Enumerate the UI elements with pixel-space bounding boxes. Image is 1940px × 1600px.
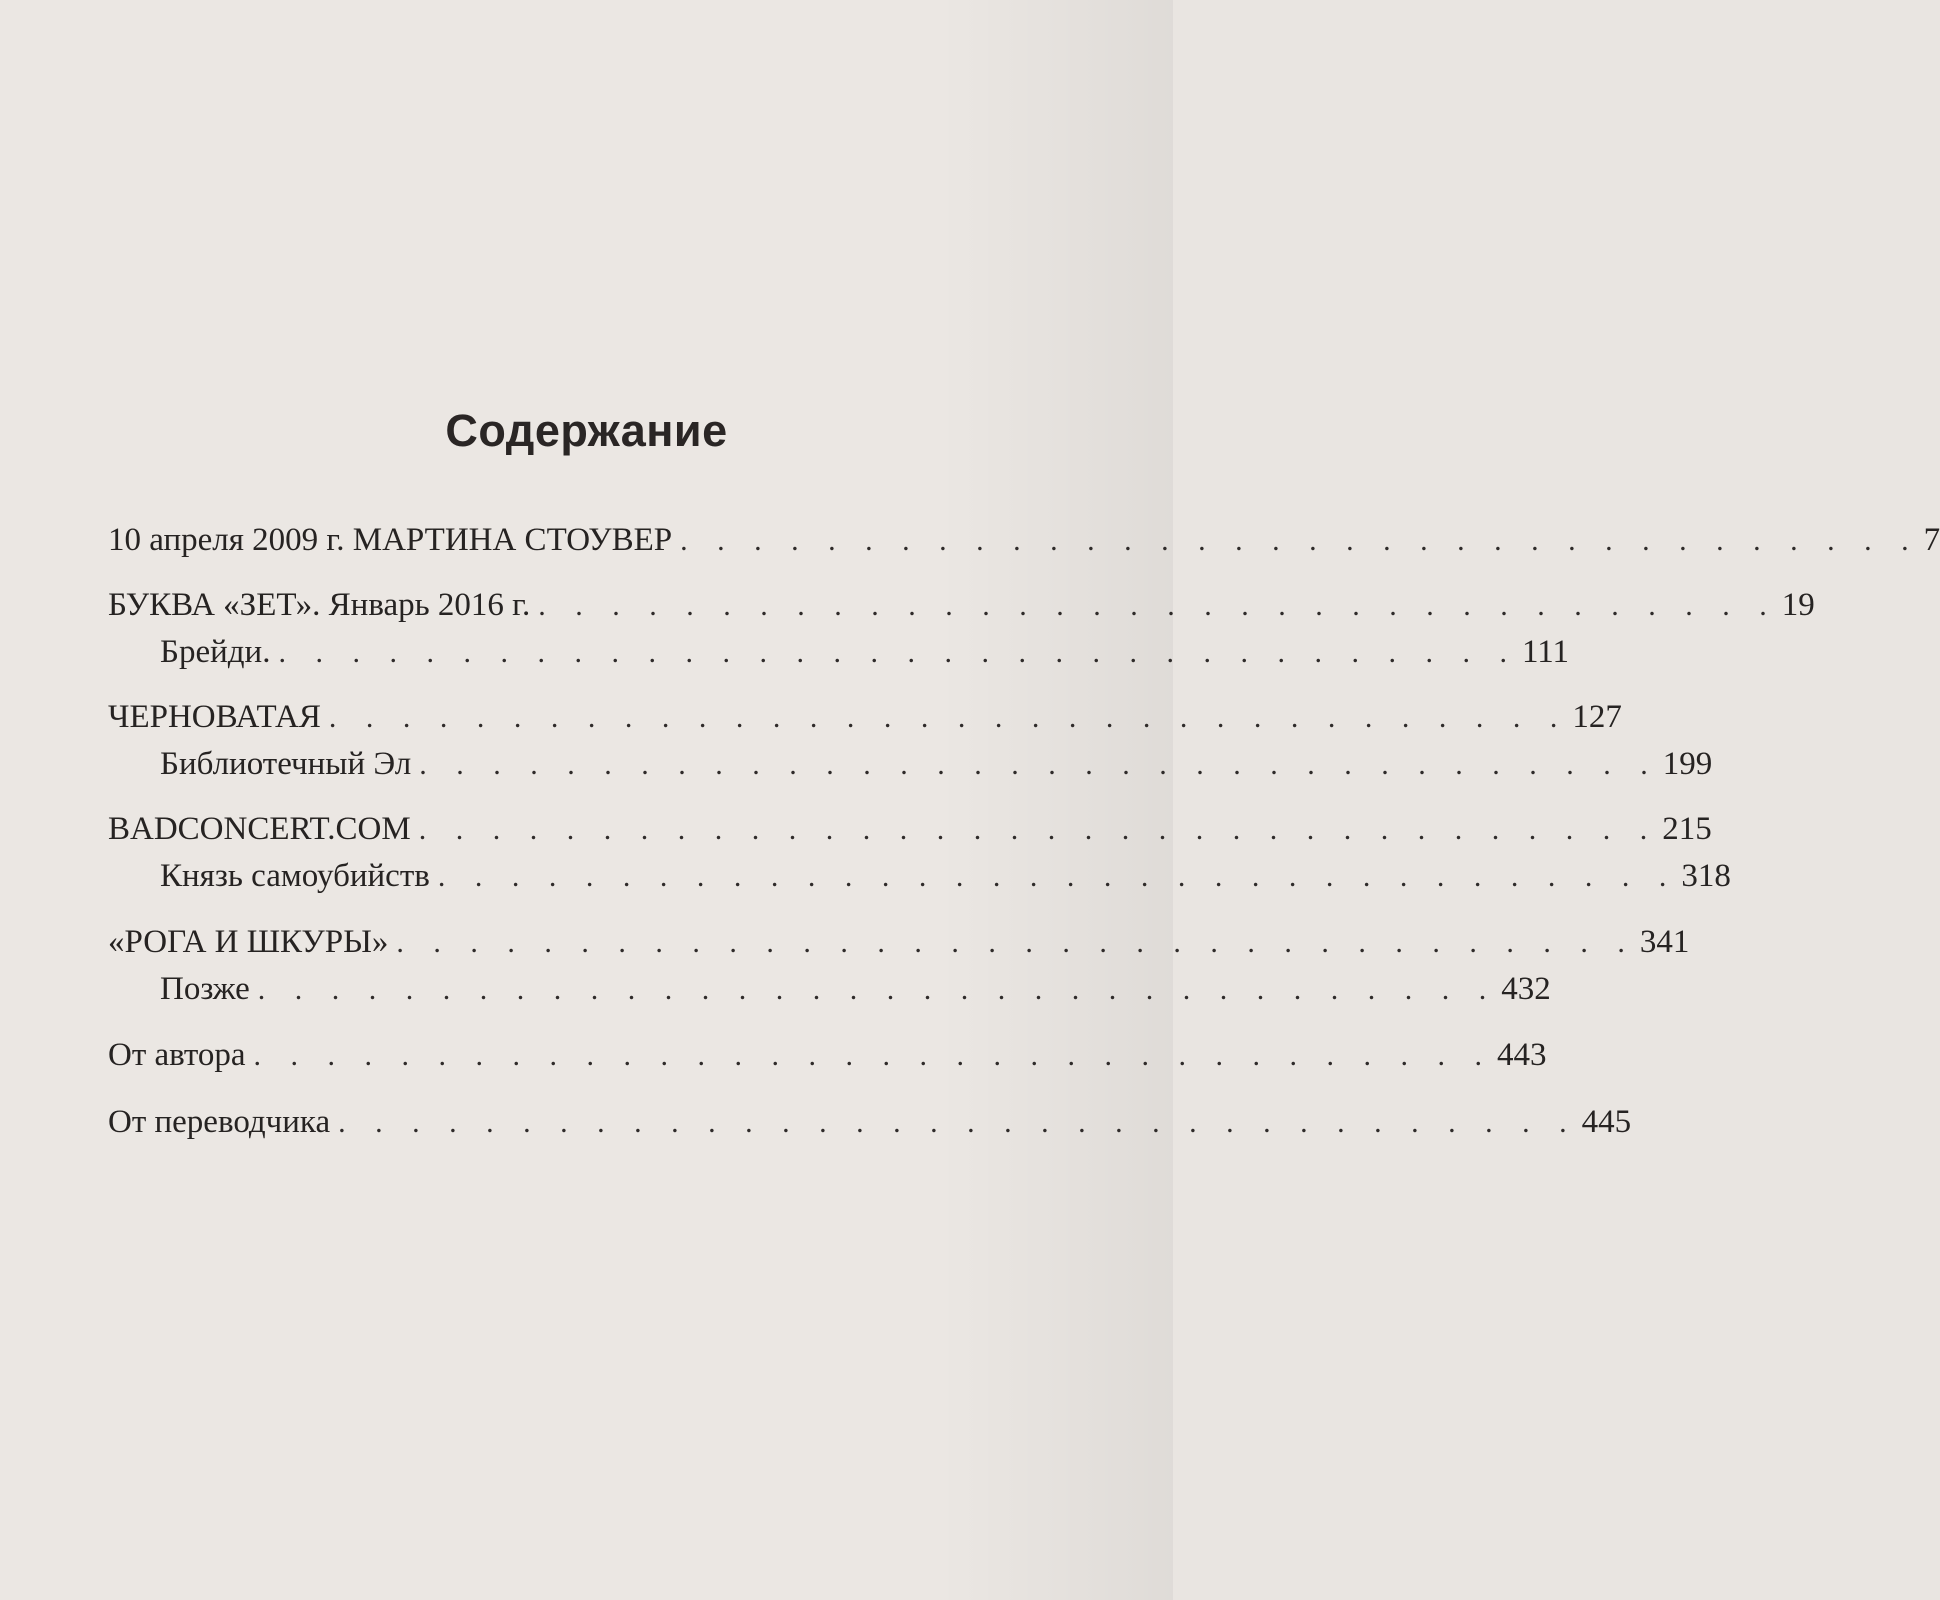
toc-entry-label: Брейди.: [160, 634, 271, 670]
toc-entry-label: ЧЕРНОВАТАЯ: [108, 699, 321, 735]
toc-entry-page: 445: [1581, 1104, 1632, 1140]
toc-entry-label: 10 апреля 2009 г. МАРТИНА СТОУВЕР: [108, 522, 673, 558]
toc-entry[interactable]: [108, 1030, 1547, 1080]
dot-leader: . . . . . . . . . . . . . . . . . . . . . . . . . . . . . . . . . .: [278, 636, 1518, 669]
toc-entry-page: 111: [1521, 634, 1570, 670]
dot-leader: . . . . . . . . . . . . . . . . . . . . . . . . . . . . . . . . . .: [538, 589, 1778, 622]
toc-entry[interactable]: [108, 917, 1690, 967]
toc-entry-label: Библиотечный Эл: [160, 746, 412, 782]
toc-entry-label: «РОГА И ШКУРЫ»: [108, 924, 389, 960]
toc-entry-label: От переводчика: [108, 1104, 331, 1140]
toc-entry-label: BADCONCERT.COM: [108, 811, 411, 847]
toc-entry[interactable]: [160, 739, 1713, 789]
toc-entry-label: От автора: [108, 1037, 246, 1073]
dot-leader: . . . . . . . . . . . . . . . . . . . . . . . . . . . . . . . . . .: [396, 926, 1636, 959]
toc-entry[interactable]: [108, 515, 1940, 565]
toc-entry[interactable]: [108, 804, 1712, 854]
toc-entry[interactable]: [108, 1097, 1632, 1147]
toc-entry-label: Позже: [160, 971, 250, 1007]
toc-entry-label: Князь самоубийств: [160, 858, 430, 894]
toc-entry-page: 7: [1923, 522, 1940, 558]
toc-entry-page: 199: [1662, 746, 1713, 782]
dot-leader: . . . . . . . . . . . . . . . . . . . . . . . . . . . . . . . . . .: [437, 860, 1678, 893]
toc-entry-page: 215: [1662, 811, 1712, 847]
toc-entry-page: 19: [1781, 587, 1815, 623]
toc-entry-page: 432: [1501, 971, 1551, 1007]
dot-leader: . . . . . . . . . . . . . . . . . . . . . . . . . . . . . . . . . .: [419, 748, 1659, 781]
dot-leader: . . . . . . . . . . . . . . . . . . . . . . . . . . . . . . . . . .: [418, 813, 1659, 846]
page-title: Содержание: [445, 405, 728, 457]
toc-entry[interactable]: [160, 627, 1570, 677]
toc-entry-page: 443: [1497, 1037, 1547, 1073]
dot-leader: . . . . . . . . . . . . . . . . . . . . . . . . . . . . . . . . . .: [338, 1106, 1578, 1139]
toc-entry[interactable]: [108, 580, 1815, 630]
toc-entry[interactable]: [108, 692, 1622, 742]
dot-leader: . . . . . . . . . . . . . . . . . . . . . . . . . . . . . . . . . .: [257, 973, 1498, 1006]
toc-entry-page: 318: [1681, 858, 1731, 894]
toc-entry-page: 127: [1572, 699, 1622, 735]
dot-leader: . . . . . . . . . . . . . . . . . . . . . . . . . . . . . . . . . .: [680, 524, 1920, 557]
dot-leader: . . . . . . . . . . . . . . . . . . . . . . . . . . . . . . . . . .: [328, 701, 1569, 734]
toc-entry[interactable]: [160, 964, 1551, 1014]
toc-entry[interactable]: [160, 851, 1731, 901]
toc-entry-label: БУКВА «ЗЕТ». Январь 2016 г.: [108, 587, 531, 623]
dot-leader: . . . . . . . . . . . . . . . . . . . . . . . . . . . . . . . . . .: [253, 1039, 1494, 1072]
toc-entry-page: 341: [1639, 924, 1690, 960]
show-through-text: [70, 55, 1100, 101]
